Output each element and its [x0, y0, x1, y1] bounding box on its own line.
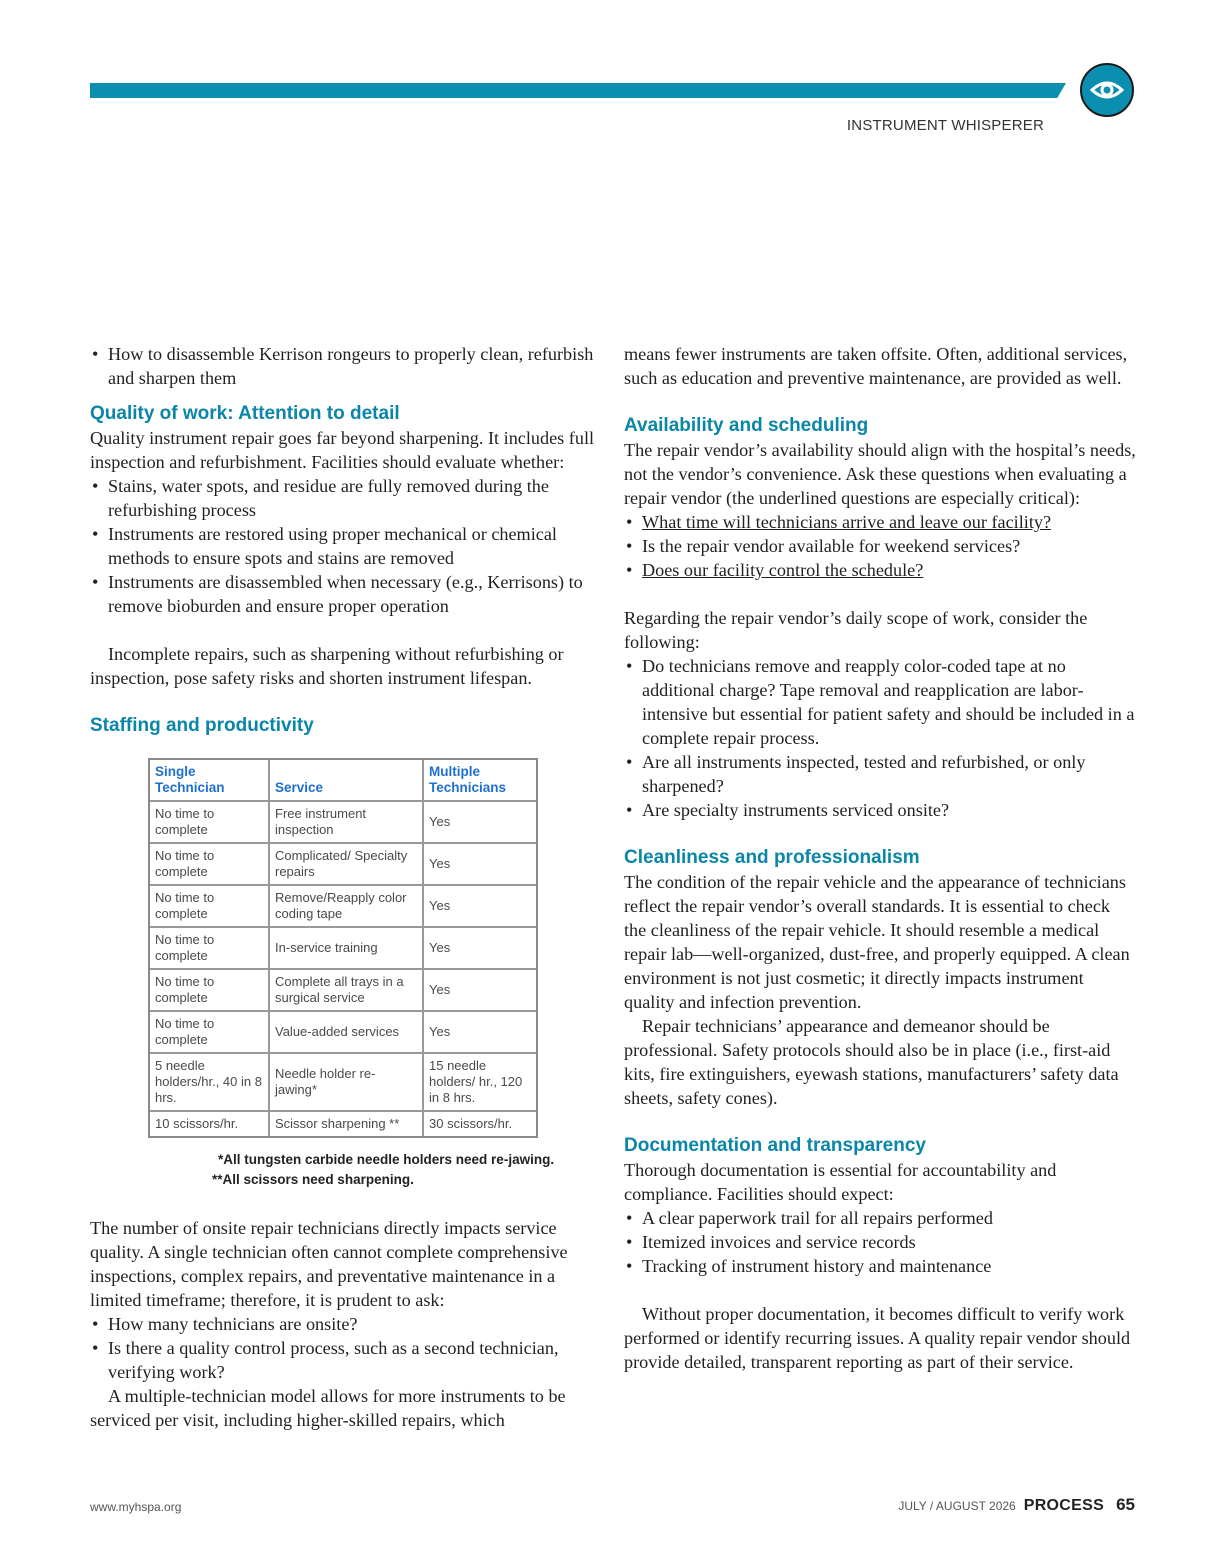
- list-item: • Is the repair vendor available for weekend services?: [624, 534, 1136, 558]
- list-item: • Stains, water spots, and residue are fully removed during the refurbishing process: [90, 474, 602, 522]
- table-cell: Scissor sharpening **: [270, 1112, 424, 1136]
- availability-heading: Availability and scheduling: [624, 415, 869, 436]
- cleanliness-heading: Cleanliness and professionalism: [624, 847, 920, 868]
- availability-list: [624, 510, 1136, 582]
- left-column: [90, 342, 602, 1432]
- list-item: • Do technicians remove and reapply color-coded tape at no additional charge? Tape removal and reapplication are labor-intensive but essential for patient safety and should be included in a complete repair process.: [624, 654, 1136, 750]
- quality-heading: Quality of work: Attention to detail: [90, 403, 400, 424]
- eye-icon: [1080, 63, 1134, 117]
- table-row: [150, 802, 536, 844]
- availability-intro: The repair vendor’s availability should align with the hospital’s needs, not the vendor’s convenience. Ask these questions when evaluating a repair vendor (the underlined questions are especially critical):: [624, 440, 1136, 508]
- table-cell: No time to complete: [150, 802, 270, 844]
- table-cell: In-service training: [270, 928, 424, 970]
- section-kicker: INSTRUMENT WHISPERER: [846, 117, 1044, 134]
- staffing-heading: Staffing and productivity: [90, 715, 314, 736]
- table-row: [150, 844, 536, 886]
- staffing-closing: A multiple-technician model allows for more instruments to be serviced per visit, including higher-skilled repairs, which: [90, 1386, 566, 1430]
- table-cell: 10 scissors/hr.: [150, 1112, 270, 1136]
- table-cell: 30 scissors/hr.: [429, 1116, 513, 1131]
- table-cell: Value-added services: [270, 1012, 424, 1054]
- scope-intro: Regarding the repair vendor’s daily scope of work, consider the following:: [624, 608, 1088, 652]
- table-row: [150, 1112, 536, 1136]
- quality-list: [90, 474, 602, 618]
- cleanliness-paragraph: The condition of the repair vehicle and the appearance of technicians reflect the repair vendor’s overall standards. It is essential to check the cleanliness of the repair vehicle. It should resemble a medical repair lab—well-organized, dust-free, and properly equipped. A clean environment is not just cosmetic; it directly impacts instrument quality and infection prevention.: [624, 872, 1130, 1012]
- table-cell: Yes: [424, 1012, 536, 1054]
- list-item: • How to disassemble Kerrison rongeurs to properly clean, refurbish and sharpen them: [90, 342, 602, 390]
- header-single-technician: Single Technician: [150, 760, 270, 802]
- table-cell: No time to complete: [150, 1012, 270, 1054]
- header-service: Service: [270, 760, 424, 802]
- intro-list: [90, 342, 602, 390]
- documentation-closing: Without proper documentation, it becomes difficult to verify work performed or identify recurring issues. A quality repair vendor should provide detailed, transparent reporting as part of their service.: [624, 1304, 1131, 1372]
- list-item: • Itemized invoices and service records: [624, 1230, 1136, 1254]
- table-cell: Remove/Reapply color coding tape: [270, 886, 424, 928]
- table-cell: No time to complete: [150, 886, 270, 928]
- staffing-paragraph: The number of onsite repair technicians directly impacts service quality. A single technician often cannot complete comprehensive inspections, complex repairs, and preventative maintenance in a limited timeframe; therefore, it is prudent to ask:: [90, 1218, 568, 1310]
- table-row: [150, 1012, 536, 1054]
- table-header-row: [150, 760, 536, 802]
- documentation-intro: Thorough documentation is essential for accountability and compliance. Facilities should expect:: [624, 1160, 1057, 1204]
- table-cell: Yes: [424, 970, 536, 1012]
- staffing-list: [90, 1312, 602, 1384]
- table-cell: No time to complete: [150, 928, 270, 970]
- documentation-list: [624, 1206, 1136, 1278]
- right-column: [624, 342, 1136, 1374]
- page-footer: [898, 1495, 1135, 1515]
- header-multiple-technicians: Multiple Technicians: [424, 760, 536, 802]
- table-row: [150, 1054, 536, 1112]
- table-row: [150, 928, 536, 970]
- table-cell: Needle holder re-jawing*: [270, 1054, 424, 1112]
- list-item: • A clear paperwork trail for all repairs performed: [624, 1206, 1136, 1230]
- list-item: • Is there a quality control process, such as a second technician, verifying work?: [90, 1336, 602, 1384]
- table-cell: Yes: [424, 886, 536, 928]
- table-footnote: *All tungsten carbide needle holders need re-jawing.: [218, 1152, 555, 1167]
- documentation-heading: Documentation and transparency: [624, 1135, 926, 1156]
- quality-closing: Incomplete repairs, such as sharpening without refurbishing or inspection, pose safety risks and shorten instrument lifespan.: [90, 644, 564, 688]
- table-cell: Free instrument inspection: [270, 802, 424, 844]
- table-cell: Yes: [424, 802, 536, 844]
- list-item: • Are all instruments inspected, tested and refurbished, or only sharpened?: [624, 750, 1136, 798]
- website-link[interactable]: www.myhspa.org: [90, 1500, 182, 1514]
- table-footnote: **All scissors need sharpening.: [212, 1172, 414, 1187]
- table-row: [150, 970, 536, 1012]
- table-row: [150, 886, 536, 928]
- table-cell: No time to complete: [150, 970, 270, 1012]
- quality-intro: Quality instrument repair goes far beyond sharpening. It includes full inspection and refurbishment. Facilities should evaluate whether:: [90, 428, 595, 472]
- table-cell: Complicated/ Specialty repairs: [270, 844, 424, 886]
- list-item: [624, 510, 1136, 534]
- list-item: • How many technicians are onsite?: [90, 1312, 602, 1336]
- page-number: 65: [1116, 1495, 1135, 1514]
- list-item: • Instruments are disassembled when necessary (e.g., Kerrisons) to remove bioburden and ensure proper operation: [90, 570, 602, 618]
- header-accent-bar: [90, 83, 1066, 98]
- underlined-question: What time will technicians arrive and leave our facility?: [642, 512, 1052, 532]
- issue-date: JULY / AUGUST 2026: [898, 1499, 1016, 1513]
- list-item: • Instruments are restored using proper mechanical or chemical methods to ensure spots and stains are removed: [90, 522, 602, 570]
- underlined-question: Does our facility control the schedule?: [642, 560, 924, 580]
- table-cell: 15 needle holders/ hr., 120 in 8 hrs.: [424, 1054, 536, 1112]
- table-cell: 5 needle holders/hr., 40 in 8 hrs.: [150, 1054, 270, 1112]
- scope-list: [624, 654, 1136, 822]
- continued-paragraph: means fewer instruments are taken offsite. Often, additional services, such as education and preventive maintenance, are provided as well.: [624, 344, 1128, 388]
- list-item: [624, 558, 1136, 582]
- staffing-table: [148, 758, 538, 1138]
- list-item: • Tracking of instrument history and maintenance: [624, 1254, 1136, 1278]
- cleanliness-paragraph: Repair technicians’ appearance and demeanor should be professional. Safety protocols should also be in place (i.e., first-aid kits, fire extinguishers, eyewash stations, manufacturers’ safety data sheets, safety cones).: [624, 1016, 1119, 1108]
- table-cell: Complete all trays in a surgical service: [270, 970, 424, 1012]
- table-cell: No time to complete: [150, 844, 270, 886]
- table-cell: Yes: [424, 844, 536, 886]
- magazine-name: PROCESS: [1023, 1497, 1105, 1514]
- staffing-table-figure: [148, 758, 602, 1190]
- table-cell: Yes: [424, 928, 536, 970]
- list-item: • Are specialty instruments serviced onsite?: [624, 798, 1136, 822]
